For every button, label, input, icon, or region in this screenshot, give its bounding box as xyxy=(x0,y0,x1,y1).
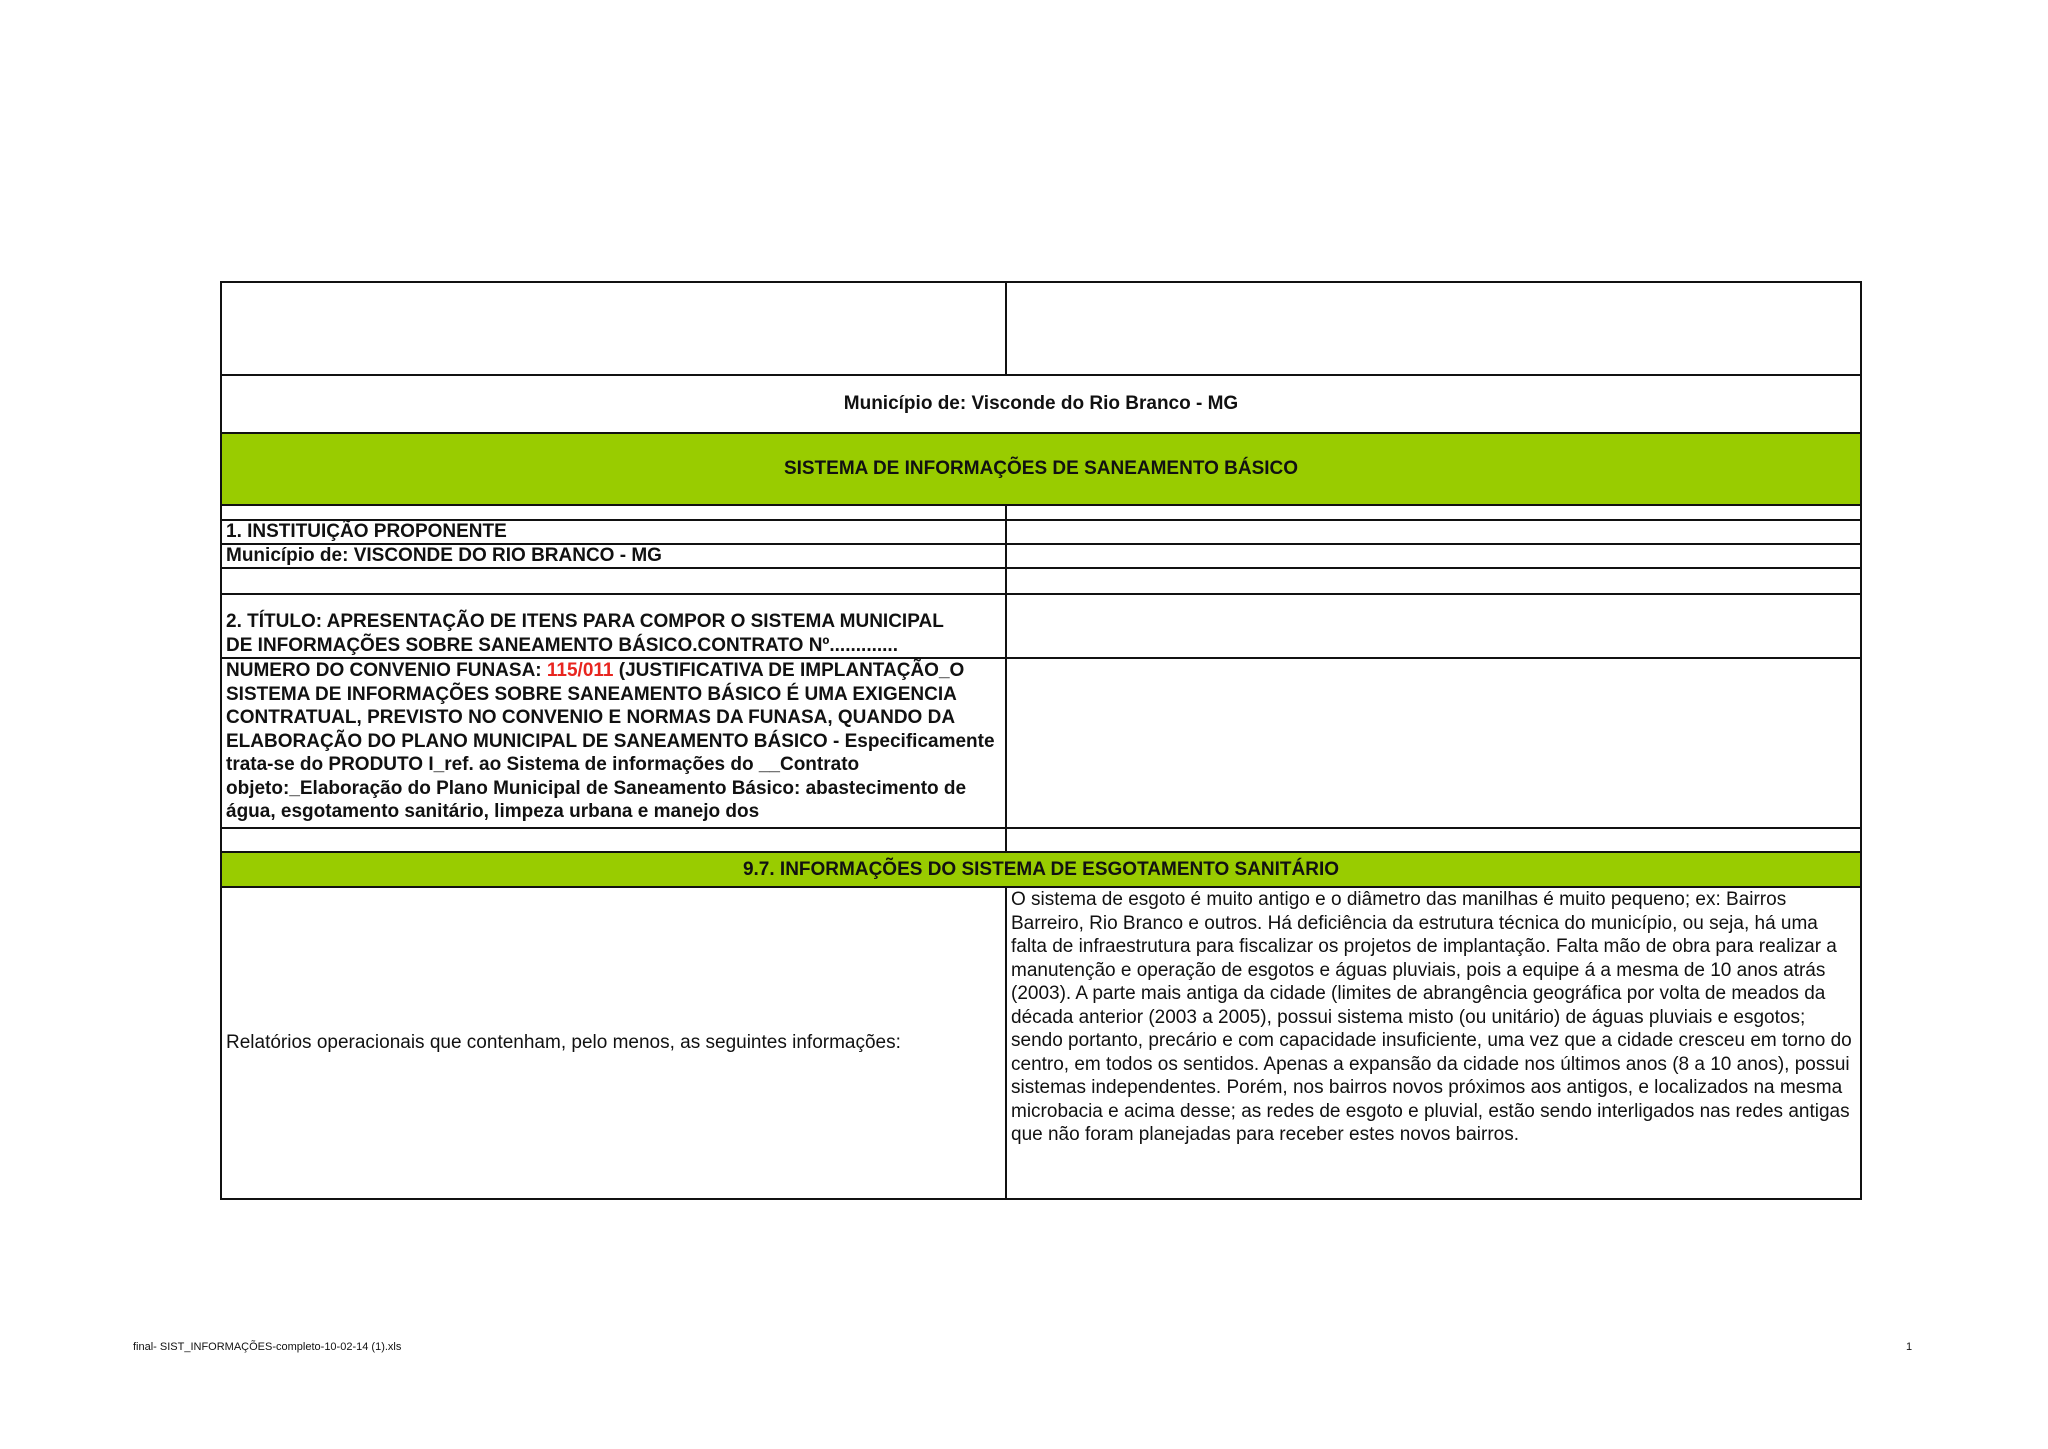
empty-cell xyxy=(1006,520,1861,544)
empty-cell xyxy=(1006,828,1861,852)
instituicao-municipio-cell xyxy=(221,544,1006,568)
empty-cell xyxy=(221,828,1006,852)
municipio-header-cell xyxy=(221,375,1861,433)
instituicao-heading-row xyxy=(221,520,1861,544)
municipio-header-text: Município de: Visconde do Rio Branco - MG xyxy=(843,393,1239,415)
report-text-cell xyxy=(1006,887,1861,1199)
empty-cell xyxy=(1006,658,1861,828)
section-heading-row xyxy=(221,852,1861,887)
empty-cell xyxy=(1006,282,1861,375)
spacer-row xyxy=(221,505,1861,520)
sistema-banner-cell xyxy=(221,433,1861,505)
titulo-cell xyxy=(221,594,1006,658)
empty-cell xyxy=(221,282,1006,375)
convenio-body: (JUSTIFICATIVA DE IMPLANTAÇÃO_O SISTEMA DE INFORMAÇÕES SOBRE SANEAMENTO BÁSICO É UMA EXIGENCIA CONTRATUAL, PREVISTO NO CONVENIO E NORMAS DA FUNASA, QUANDO DA ELABORAÇÃO DO PLANO MUNICIPAL DE SANEAMENTO BÁSICO - Especificamente trata-se do PRODUTO I_ref. ao Sistema de informações do __Contrato objeto:_Elaboração do Plano Municipal de Saneamento Básico: abastecimento de água, esgotamento sanitário, limpeza urbana e manejo dos xyxy=(226,660,995,822)
sistema-banner-text: SISTEMA DE INFORMAÇÕES DE SANEAMENTO BÁSICO xyxy=(783,458,1299,480)
convenio-row xyxy=(221,658,1861,828)
report-row xyxy=(221,887,1861,1199)
header-empty-row xyxy=(221,282,1861,375)
convenio-prefix: NUMERO DO CONVENIO FUNASA: xyxy=(226,660,547,681)
report-label-cell xyxy=(221,887,1006,1199)
empty-cell xyxy=(1006,594,1861,658)
empty-cell xyxy=(221,505,1006,520)
report-label: Relatórios operacionais que contenham, pelo menos, as seguintes informações: xyxy=(226,1032,901,1054)
section-heading-cell xyxy=(221,852,1861,887)
instituicao-municipio-row xyxy=(221,544,1861,568)
empty-cell xyxy=(1006,568,1861,594)
footer-page-number: 1 xyxy=(1906,1341,1913,1353)
blank-row xyxy=(221,568,1861,594)
convenio-cell xyxy=(221,658,1006,828)
sistema-banner-row xyxy=(221,433,1861,505)
section-heading-text: 9.7. INFORMAÇÕES DO SISTEMA DE ESGOTAMENTO SANITÁRIO xyxy=(742,858,1340,880)
instituicao-heading: 1. INSTITUIÇÃO PROPONENTE xyxy=(226,521,507,542)
titulo-line-1: 2. TÍTULO: APRESENTAÇÃO DE ITENS PARA COMPOR O SISTEMA MUNICIPAL xyxy=(226,611,944,632)
empty-cell xyxy=(1006,505,1861,520)
municipio-row xyxy=(221,375,1861,433)
empty-cell xyxy=(221,568,1006,594)
instituicao-municipio: Município de: VISCONDE DO RIO BRANCO - MG xyxy=(226,545,662,566)
titulo-row xyxy=(221,594,1861,658)
instituicao-heading-cell xyxy=(221,520,1006,544)
empty-cell xyxy=(1006,544,1861,568)
convenio-number: 115/011 xyxy=(546,660,614,681)
gap-row xyxy=(221,828,1861,852)
convenio-text xyxy=(226,659,1001,827)
spreadsheet-table xyxy=(220,281,1862,1200)
titulo-line-2: DE INFORMAÇÕES SOBRE SANEAMENTO BÁSICO.CONTRATO Nº............. xyxy=(226,634,898,656)
footer-filename: final- SIST_INFORMAÇÕES-completo-10-02-14 (1).xls xyxy=(133,1341,402,1353)
report-text: O sistema de esgoto é muito antigo e o diâmetro das manilhas é muito pequeno; ex: Bairros Barreiro, Rio Branco e outros. Há deficiência da estrutura técnica do município, ou seja, há uma falta de infraestrutura para fiscalizar os projetos de implantação. Falta mão de obra para realizar a manutenção e operação de esgotos e águas pluviais, pois a equipe á a mesma de 10 anos atrás (2003). A parte mais antiga da cidade (limites de abrangência geográfica por volta de meados da década anterior (2003 a 2005), possui sistema misto (ou unitário) de águas pluviais e esgotos; sendo portanto, precário e com capacidade insuficiente, uma vez que a cidade cresceu em torno do centro, em todos os sentidos. Apenas a expansão da cidade nos últimos anos (8 a 10 anos), possui sistemas independentes. Porém, nos bairros novos próximos aos antigos, e localizados na mesma microbacia e acima desse; as redes de esgoto e pluvial, estão sendo interligados nas redes antigas que não foram planejadas para receber estes novos bairros. xyxy=(1011,889,1852,1145)
